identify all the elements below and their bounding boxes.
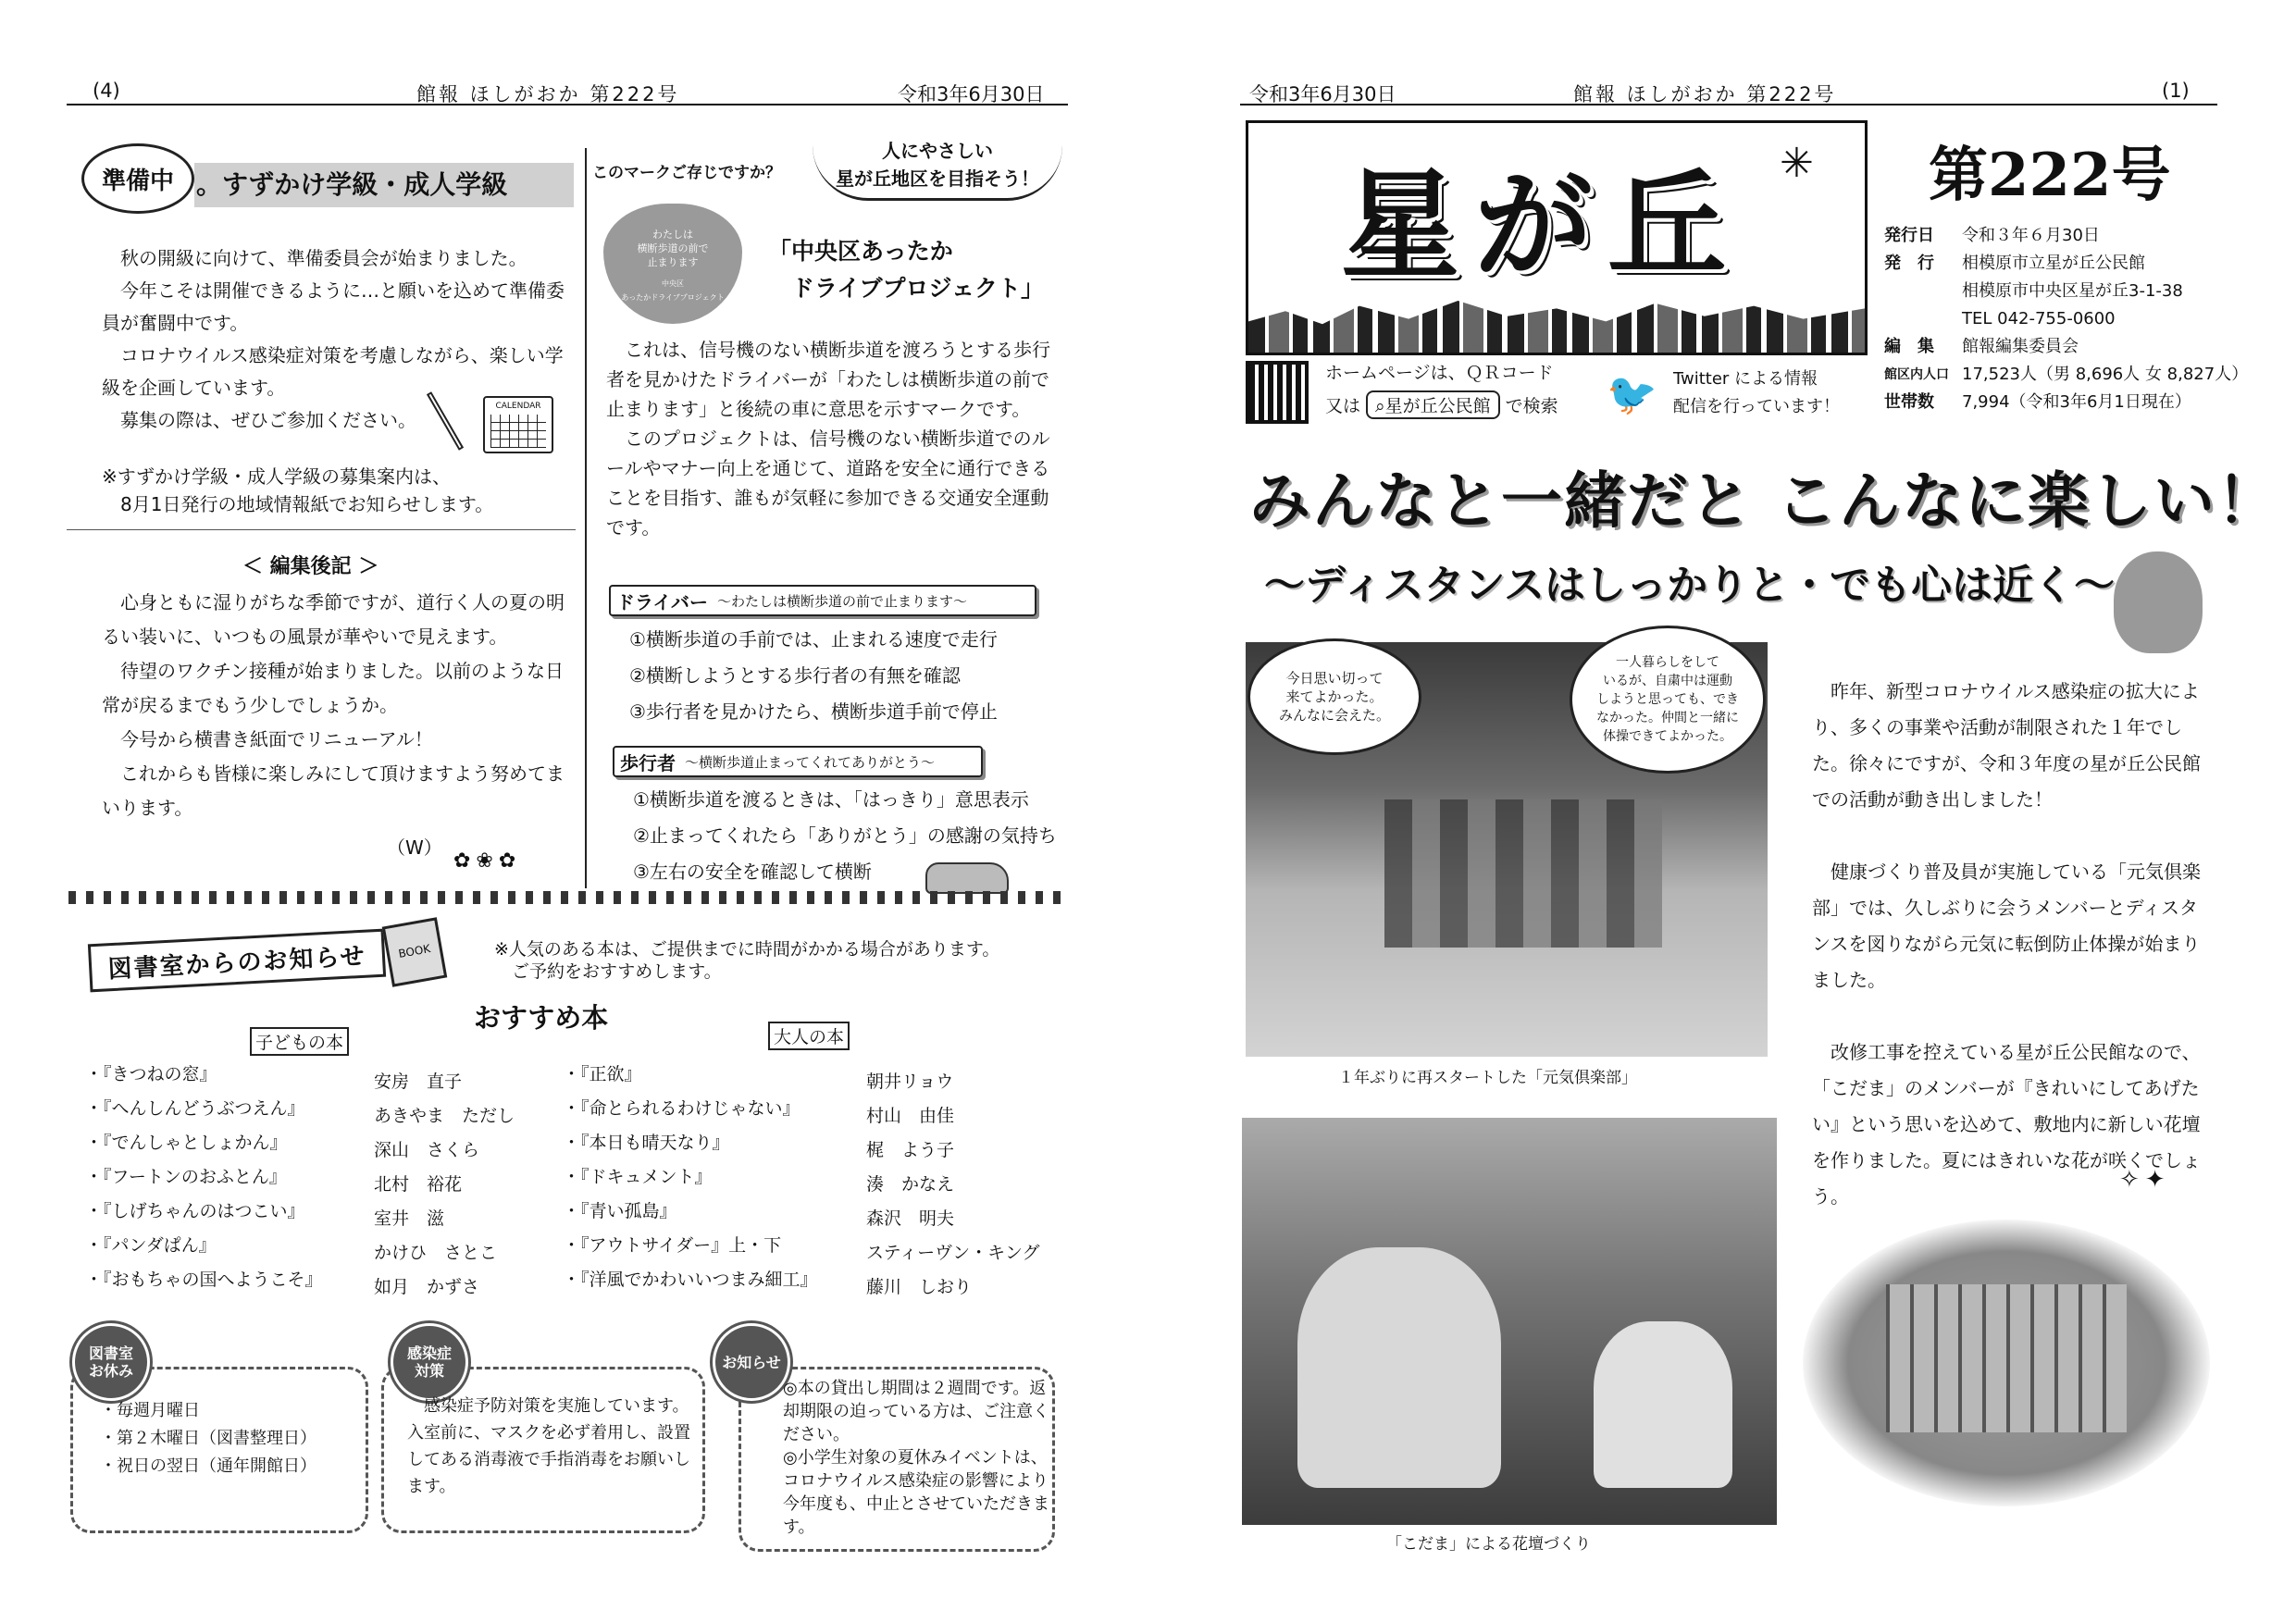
book-author: 安房 直子 [374, 1072, 463, 1092]
driver-label: ドライバー [616, 590, 708, 613]
info-label [1884, 278, 1962, 305]
list-item: ③左右の安全を確認して横断 [633, 861, 872, 883]
masthead-info-row [1884, 305, 2248, 333]
feature-headline: みんなと一緒だと こんなに楽しい！ [1249, 465, 2279, 537]
twitter-text: Twitter による情報 配信を行っています！ [1673, 369, 1840, 416]
suzukake-title: 。すずかけ学級・成人学級 [194, 163, 574, 207]
masthead-info-row [1884, 250, 2248, 278]
book-title: ・『フートンのおふとん』 [85, 1167, 287, 1187]
paragraph: 改修工事を控えている星が丘公民館なので、「こだま」のメンバーが『きれいにしてあげたい』という思いを込めて、敷地内に新しい花壇を作りました。夏にはきれいな花が咲くでしょう。 [1812, 1041, 2201, 1208]
list-item: ・祝日の翌日（通年開館日） [100, 1456, 316, 1476]
info-text [783, 1377, 1051, 1539]
list-item: ③歩行者を見かけたら、横断歩道手前で停止 [629, 700, 998, 723]
walker-label-box [613, 746, 983, 777]
library-ribbon: 図書室からのお知らせ [88, 929, 386, 993]
star-icon: ✳ [1780, 140, 1814, 187]
info-label: 世帯数 [1884, 392, 1934, 412]
paragraph: 昨年、新型コロナウイルス感染症の拡大により、多くの事業や活動が制限された１年でした。徐々にですが、令和３年度の星が丘公民館での活動が動き出しました！ [1812, 680, 2201, 811]
book-title: ・『おもちゃの国へようこそ』 [85, 1270, 323, 1290]
info-value: 令和３年６月30日 [1962, 226, 2100, 245]
masthead-info-row [1884, 278, 2248, 305]
book-title: ・『パンダぱん』 [85, 1235, 217, 1256]
covid-badge: 感染症 対策 [391, 1323, 468, 1401]
info-value: TEL 042-755-0600 [1962, 309, 2116, 328]
masthead-logo: 星が丘 [1341, 156, 1742, 295]
holiday-list [100, 1397, 316, 1481]
townscape-illustration [1248, 301, 1865, 353]
book-author: 湊 かなえ [866, 1174, 955, 1195]
drive-slogan: 人にやさしい 星が丘地区を目指そう！ [813, 137, 1062, 201]
list-item: ②止まってくれたら「ありがとう」の感謝の気持ち [633, 824, 1057, 847]
book-author: スティーヴン・キング [866, 1243, 1040, 1263]
qr-code-icon[interactable] [1246, 361, 1309, 424]
book-title: ・『命とられるわけじゃない』 [563, 1098, 800, 1119]
masthead-info-row [1884, 333, 2248, 361]
book-author: あきやま ただし [374, 1106, 515, 1126]
book-author: 朝井リョウ [866, 1072, 954, 1092]
paragraph: 待望のワクチン接種が始まりました。以前のような日常が戻るまでもう少しでしょうか。 [102, 660, 564, 716]
info-label [1884, 305, 1962, 333]
header-rule [67, 104, 1068, 105]
drive-question: このマークご存じですか？ [592, 164, 781, 182]
list-item: ②横断しようとする歩行者の有無を確認 [629, 664, 961, 687]
book-author: 室井 滋 [374, 1208, 445, 1229]
newsletter-title: 館報 ほしがおか 第222号 [1573, 83, 1837, 105]
preparing-badge: 準備中 [81, 143, 194, 214]
book-title: ・『ドキュメント』 [563, 1167, 713, 1187]
driver-list [629, 622, 998, 730]
masthead-info-row [1884, 222, 2248, 250]
triangle-divider [68, 891, 1061, 904]
drive-title: 「中央区あったか ドライブプロジェクト」 [768, 238, 1045, 302]
homepage-text: ホームページは、ＱＲコード [1325, 363, 1554, 383]
speech-bubble-2: 一人暮らしをして いるが、自粛中は運動 しようと思っても、でき なかった。仲間と一緒に 体操できてよかった。 [1570, 626, 1766, 774]
divider [67, 529, 576, 530]
book-author: 深山 さくら [374, 1140, 480, 1160]
info-label: 発行日 [1884, 226, 1934, 245]
paragraph: 今年こそは開催できるように…と願いを込めて準備委員が奮闘中です。 [102, 279, 565, 334]
walker-label: 歩行者 [620, 751, 676, 774]
search-prefix: 又は [1325, 396, 1361, 416]
walker-sub: ～横断歩道止まってくれてありがとう～ [685, 753, 936, 771]
paragraph: 今号から横書き紙面でリニューアル！ [120, 728, 433, 750]
driver-label-box [609, 585, 1036, 616]
paragraph: 健康づくり普及員が実施している「元気倶楽部」では、久しぶりに会うメンバーとディスタンスを図りながら元気に転倒防止体操が始まりました。 [1812, 861, 2201, 991]
book-title: ・『青い孤島』 [563, 1201, 677, 1221]
book-title: ・『アウトサイダー』上・下 [563, 1235, 782, 1256]
list-item: ・毎週月曜日 [100, 1401, 200, 1420]
book-icon: BOOK [382, 917, 448, 986]
paragraph: ◎小学生対象の夏休みイベントは、コロナウイルス感染症の影響により今年度も、中止とさせていただきます。 [783, 1448, 1049, 1537]
issue-date: 令和3年6月30日 [898, 83, 1045, 105]
search-suffix: で検索 [1505, 396, 1558, 416]
masthead-logo-box [1246, 120, 1868, 355]
speech-bubble-1: 今日思い切って 来てよかった。 みんなに会えた。 [1247, 638, 1421, 755]
book-author: 村山 由佳 [866, 1106, 955, 1126]
info-value: 相模原市中央区星が丘3-1-38 [1962, 281, 2183, 301]
kominkan-building-photo [1803, 1220, 2210, 1506]
holiday-badge: 図書室 お休み [72, 1323, 150, 1401]
feature-subhead: ～ディスタンスはしっかりと・でも心は近く～ [1264, 562, 2116, 609]
masthead-info [1884, 222, 2248, 416]
drive-body [606, 335, 1060, 542]
adult-label: 大人の本 [768, 1022, 850, 1050]
info-value: 17,523人（男 8,696人 女 8,827人） [1962, 365, 2249, 384]
book-title: ・『しげちゃんのはつこい』 [85, 1201, 305, 1221]
column-divider [585, 148, 587, 888]
flower-icon: ✿❀✿ [453, 849, 522, 873]
info-label: 発 行 [1884, 254, 1934, 273]
feature-body [1812, 674, 2201, 1215]
masthead-info-row [1884, 389, 2248, 416]
covid-text: 感染症予防対策を実施しています。 入室前に、マスクを必ず着用し、設置してある消毒液で手指消毒をお願いします。 [407, 1396, 690, 1496]
info-value: 相模原市立星が丘公民館 [1962, 254, 2145, 273]
book-author: 森沢 明夫 [866, 1208, 955, 1229]
book-title: ・『正欲』 [563, 1064, 642, 1084]
caption-kodama: 「こだま」による花壇づくり [1386, 1535, 1591, 1554]
info-label: 館区内人口 [1884, 367, 1949, 382]
book-title: ・『でんしゃとしょかん』 [85, 1133, 288, 1153]
suzukake-note: ※すずかけ学級・成人学級の募集案内は、 8月1日発行の地域情報紙でお知らせします。 [102, 465, 494, 515]
paragraph: これは、信号機のない横断歩道を渡ろうとする歩行者を見かけたドライバーが「わたしは横断歩道の前で止まります」と後続の車に意思を示すマークです。 [606, 339, 1050, 420]
library-notice: ※人気のある本は、ご提供までに時間がかかる場合があります。 ご予約をおすすめします。 [494, 939, 1000, 982]
newsletter-title: 館報 ほしがおか 第222号 [416, 83, 680, 105]
editor-title: ＜ 編集後記 ＞ [242, 555, 379, 578]
book-author: 如月 かずさ [374, 1277, 480, 1297]
editor-body [102, 586, 572, 825]
caption-genki: １年ぶりに再スタートした「元気倶楽部」 [1338, 1069, 1637, 1087]
search-line [1325, 390, 1558, 419]
book-title: ・『本日も晴天なり』 [563, 1133, 730, 1153]
mascot-icon [2114, 551, 2203, 653]
paragraph: 募集の際は、ぜひご参加ください。 [120, 409, 416, 431]
book-title: ・『へんしんどうぶつえん』 [85, 1098, 305, 1119]
issue-date: 令和3年6月30日 [1249, 83, 1396, 105]
book-author: 梶 よう子 [866, 1140, 955, 1160]
book-title: ・『洋風でかわいいつまみ細工』 [563, 1270, 818, 1290]
calendar-icon: CALENDAR [483, 396, 553, 453]
car-icon [925, 862, 1009, 894]
book-author: かけひ さとこ [374, 1243, 498, 1263]
paragraph: これからも皆様に楽しみにして頂けますよう努めてまいります。 [102, 762, 565, 819]
issue-number: 第222号 [1929, 141, 2171, 210]
paragraph: 秋の開級に向けて、準備委員会が始まりました。 [120, 247, 527, 269]
book-author: 北村 裕花 [374, 1174, 463, 1195]
kids-label: 子どもの本 [250, 1027, 349, 1056]
list-item: ①横断歩道を渡るときは、「はっきり」意思表示 [633, 788, 1029, 811]
editor-sign: （W） [387, 836, 442, 859]
flowerbed-photo [1242, 1118, 1777, 1525]
driver-sub: ～わたしは横断歩道の前で止まります～ [717, 592, 968, 610]
search-icon: ⌕ [1375, 396, 1385, 416]
heart-mark-icon: わたしは 横断歩道の前で 止まります 中央区 あったかドライブプロジェクト [603, 204, 742, 324]
header-rule [1240, 104, 2217, 105]
info-value: 館報編集委員会 [1962, 337, 2079, 356]
sparkle-icon: ✧✦ [2119, 1166, 2171, 1194]
page-number: (1) [2162, 80, 2190, 102]
page-number: (4) [93, 80, 120, 102]
book-title: ・『きつねの窓』 [85, 1064, 217, 1084]
twitter-bird-icon[interactable]: 🐦 [1607, 371, 1657, 418]
paragraph: 心身ともに湿りがちな季節ですが、道行く人の夏の明るい装いに、いつもの風景が華やいで見えます。 [102, 591, 565, 648]
book-author: 藤川 しおり [866, 1277, 973, 1297]
info-badge: お知らせ [713, 1323, 790, 1401]
paragraph: ◎本の貸出し期間は２週間です。返却期限の迫っている方は、ご注意ください。 [783, 1379, 1049, 1444]
recommend-title: おすすめ本 [474, 1002, 609, 1034]
info-value: 7,994（令和3年6月1日現在） [1962, 392, 2191, 412]
paragraph: コロナウイルス感染症対策を考慮しながら、楽しい学級を企画しています。 [102, 344, 564, 399]
info-label: 編 集 [1884, 337, 1934, 356]
list-item: ・第２木曜日（図書整理日） [100, 1429, 316, 1448]
list-item: ①横断歩道の手前では、止まれる速度で走行 [629, 628, 998, 650]
masthead-info-row [1884, 361, 2248, 389]
search-box[interactable]: ⌕星が丘公民館 [1366, 390, 1500, 419]
paragraph: このプロジェクトは、信号機のない横断歩道でのルールやマナー向上を通じて、道路を安全に通行できることを目指す、誰もが気軽に参加できる交通安全運動です。 [606, 427, 1050, 539]
